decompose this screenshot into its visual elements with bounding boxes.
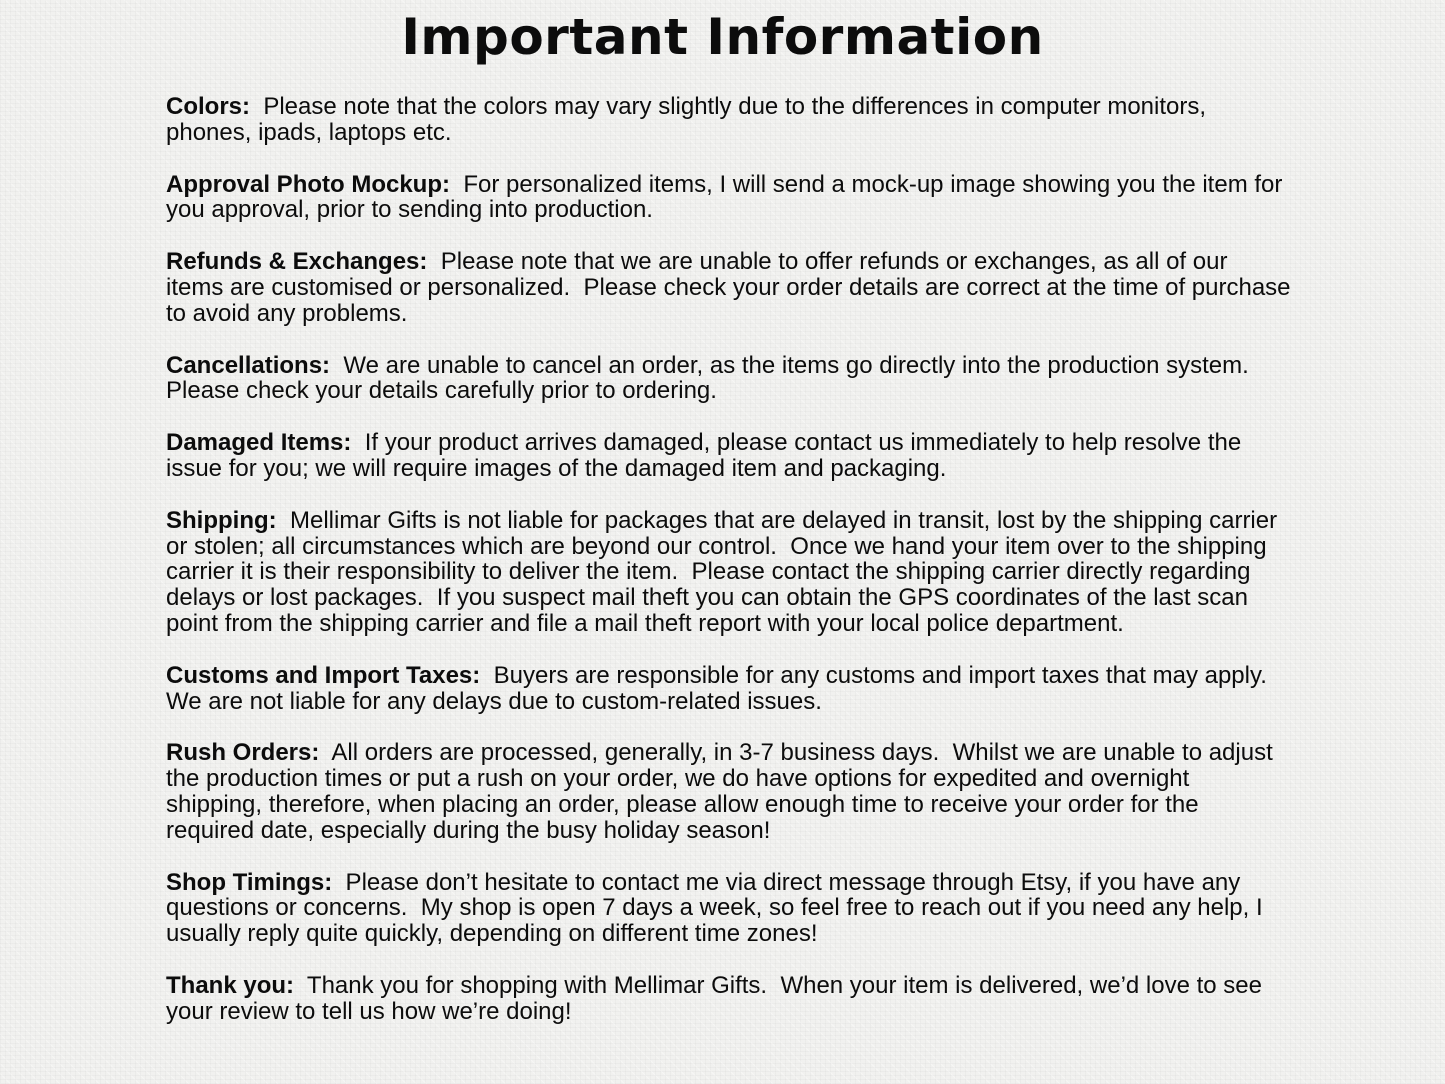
section-label: Damaged Items: (166, 429, 352, 457)
section-label: Shop Timings: (166, 868, 333, 896)
section-cancellations (166, 353, 1291, 405)
section-refunds-exchanges (166, 248, 1298, 327)
section-label: Customs and Import Taxes: (166, 661, 481, 689)
information-list (166, 93, 1298, 1051)
section-shop-timings (166, 870, 1291, 947)
section-colors (166, 94, 1291, 146)
section-label: Rush Orders: (166, 739, 320, 767)
page-title: Important Information (401, 8, 1044, 66)
section-customs-import-taxes (166, 663, 1291, 715)
section-damaged-items (166, 430, 1291, 482)
section-label: Refunds & Exchanges: (166, 248, 428, 276)
section-text: Please note that we are unable to offer refunds or exchanges, as all of our items are customised or personalized. Please check your order details are correct at the time of purchase to avoid any problems. (166, 248, 1298, 327)
section-rush-orders (166, 740, 1291, 843)
section-text: Thank you for shopping with Mellimar Gifts. When your item is delivered, we’d love to see your review to tell us how we’re doing! (166, 971, 1269, 1025)
section-text: Please don’t hesitate to contact me via direct message through Etsy, if you have any questions or concerns. My shop is open 7 days a week, so feel free to reach out if you need any help, I usually reply quite quickly, depending on different time zones! (166, 868, 1270, 948)
section-text: All orders are processed, generally, in 3-7 business days. Whilst we are unable to adjust the production times or put a rush on your order, we do have options for expedited and overnight shipping, therefore, when placing an order, please allow enough time to receive your order for the required date, especially during the busy holiday season! (166, 739, 1280, 844)
section-text: For personalized items, I will send a mock-up image showing you the item for you approval, prior to sending into production. (166, 170, 1290, 224)
section-label: Cancellations: (166, 351, 331, 379)
section-label: Shipping: (166, 506, 277, 534)
section-label: Colors: (166, 93, 250, 120)
section-text: Please note that the colors may vary slightly due to the differences in computer monitors, phones, ipads, laptops etc. (166, 93, 1213, 146)
section-thank-you (166, 973, 1291, 1025)
section-text: We are unable to cancel an order, as the items go directly into the production system. Please check your details carefully prior to ordering. (166, 351, 1263, 405)
section-shipping (166, 508, 1291, 637)
section-text: Buyers are responsible for any customs and import taxes that may apply. We are not liable for any delays due to custom-related issues. (166, 661, 1281, 715)
section-approval-photo-mockup (166, 172, 1291, 224)
section-label: Thank you: (166, 971, 295, 999)
section-text: If your product arrives damaged, please contact us immediately to help resolve the issue for you; we will require images of the damaged item and packaging. (166, 429, 1248, 482)
section-label: Approval Photo Mockup: (166, 170, 450, 198)
section-text: Mellimar Gifts is not liable for packages that are delayed in transit, lost by the shipping carrier or stolen; all circumstances which are beyond our control. Once we hand your item over to the shipping carrier it is their responsibility to deliver the item. Please contact the shipping carrier directly regarding delays or lost packages. If you suspect mail theft you can obtain the GPS coordinates of the last scan point from the shipping carrier and file a mail theft report with your local police department. (166, 506, 1284, 637)
